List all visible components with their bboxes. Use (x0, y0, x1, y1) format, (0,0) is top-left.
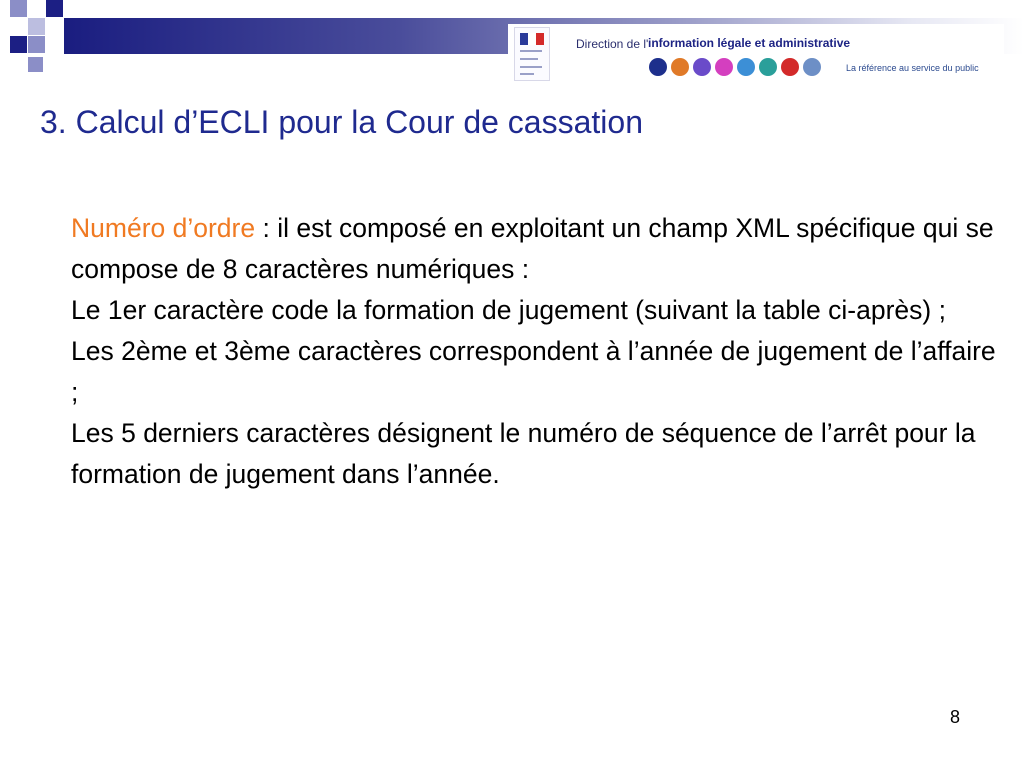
paragraph-first-char: Le 1er caractère code la formation de jugement (suivant la table ci-après) ; (71, 295, 946, 325)
logo-dot (671, 58, 689, 76)
slide-title: 3. Calcul d’ECLI pour la Cour de cassation (40, 104, 643, 140)
decorative-square (28, 0, 45, 17)
logo-name: information légale et administrative (648, 36, 851, 50)
page-number: 8 (950, 707, 961, 727)
decorative-square (28, 36, 45, 53)
dila-logo (508, 24, 1004, 82)
logo-prefix: Direction de l' (576, 37, 649, 51)
logo-dot (649, 58, 667, 76)
logo-color-dots (649, 58, 821, 76)
logo-dot (759, 58, 777, 76)
paragraph-year-chars: Les 2ème et 3ème caractères correspondent à l’année de jugement de l’affaire ; (71, 336, 996, 407)
decorative-square (28, 57, 43, 72)
logo-dot (693, 58, 711, 76)
logo-dot (715, 58, 733, 76)
paragraph-intro (71, 208, 1001, 290)
term-numero-ordre: Numéro d’ordre (71, 213, 256, 243)
logo-dot (803, 58, 821, 76)
decorative-square (46, 18, 63, 35)
decorative-square (46, 0, 63, 17)
decorative-square (10, 18, 27, 35)
logo-dot (781, 58, 799, 76)
logo-dot (737, 58, 755, 76)
paragraph-sequence-chars: Les 5 derniers caractères désignent le numéro de séquence de l’arrêt pour la formation de jugement dans l’année. (71, 418, 976, 489)
logo-tagline: La référence au service du public (846, 63, 979, 73)
decorative-square (10, 0, 27, 17)
slide-body (71, 208, 1001, 495)
republic-emblem-icon (514, 27, 550, 81)
decorative-square (28, 18, 45, 35)
paragraph-intro-text: : il est composé en exploitant un champ XML spécifique qui se compose de 8 caractères numériques : (71, 213, 994, 284)
decorative-square (10, 36, 27, 53)
